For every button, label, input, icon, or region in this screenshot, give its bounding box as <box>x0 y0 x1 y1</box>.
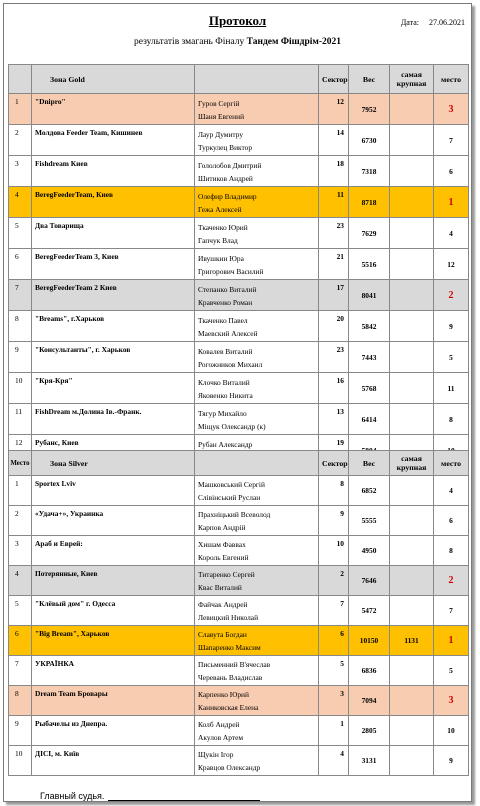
team-name: "Кря-Кря" <box>32 373 195 404</box>
participants <box>195 125 319 156</box>
participants <box>195 506 319 536</box>
participant-2: Квас Виталий <box>198 583 242 592</box>
participants <box>195 404 319 435</box>
final-place: 6 <box>434 506 469 536</box>
team-name: Молдова Feeder Team, Кишинев <box>32 125 195 156</box>
row-number: 6 <box>9 626 32 656</box>
sector-number: 21 <box>319 249 349 280</box>
participant-1: Ивушкин Юра <box>198 253 244 263</box>
participant-2: Маевский Алексей <box>198 328 258 338</box>
sector-number: 23 <box>319 342 349 373</box>
total-weight: 7629 <box>349 218 390 249</box>
row-number: 1 <box>9 476 32 506</box>
final-place: 2 <box>434 280 469 311</box>
biggest-fish <box>390 476 434 506</box>
participants <box>195 716 319 746</box>
row-number: 1 <box>9 94 32 125</box>
participant-2: Туркулец Виктор <box>198 142 253 152</box>
sector-number: 8 <box>319 476 349 506</box>
biggest-fish <box>390 686 434 716</box>
team-name: Рубанс, Киев <box>32 435 195 466</box>
participants <box>195 746 319 776</box>
sector-number: 19 <box>319 435 349 466</box>
participant-2: Черевань Владислав <box>198 673 263 682</box>
total-weight: 6836 <box>349 656 390 686</box>
participant-2: Король Евгений <box>198 553 249 562</box>
sector-number: 1 <box>319 716 349 746</box>
biggest-fish <box>390 311 434 342</box>
final-place: 1 <box>434 626 469 656</box>
participant-1: Файчак Андрей <box>198 600 248 609</box>
table-row <box>9 311 469 342</box>
participant-2: Гежа Алексей <box>198 204 242 214</box>
final-place: 5 <box>434 342 469 373</box>
sector-number: 23 <box>319 218 349 249</box>
biggest-fish <box>390 373 434 404</box>
total-weight: 5472 <box>349 596 390 626</box>
total-weight: 5516 <box>349 249 390 280</box>
participant-2: Каниковская Елена <box>198 703 259 712</box>
participants <box>195 626 319 656</box>
total-weight: 5842 <box>349 311 390 342</box>
date-label <box>391 18 465 27</box>
row-number: 5 <box>9 218 32 249</box>
team-name: УКРАЇНКА <box>32 656 195 686</box>
row-number: 4 <box>9 187 32 218</box>
gold-col-place: место <box>434 65 469 94</box>
team-name: FishDream м.Долина Ів.-Франк. <box>32 404 195 435</box>
biggest-fish <box>390 125 434 156</box>
page-subtitle <box>4 37 471 47</box>
participant-1: Ковалев Виталий <box>198 346 253 356</box>
gold-col-num <box>9 65 32 94</box>
table-row <box>9 187 469 218</box>
total-weight: 4950 <box>349 536 390 566</box>
participant-1: Карпенко Юрий <box>198 690 249 699</box>
chief-judge-line <box>40 791 260 801</box>
total-weight: 7443 <box>349 342 390 373</box>
row-number: 8 <box>9 686 32 716</box>
table-row <box>9 156 469 187</box>
participants <box>195 187 319 218</box>
final-place: 3 <box>434 94 469 125</box>
participant-1: Тягур Михайло <box>198 408 247 418</box>
row-number: 12 <box>9 435 32 466</box>
biggest-fish: 1131 <box>390 626 434 656</box>
participants <box>195 249 319 280</box>
team-name: "Breams", г.Харьков <box>32 311 195 342</box>
table-row <box>9 656 469 686</box>
gold-col-weight: Вес <box>349 65 390 94</box>
biggest-fish <box>390 280 434 311</box>
sector-number: 18 <box>319 156 349 187</box>
team-name: "Dnipro" <box>32 94 195 125</box>
biggest-fish <box>390 716 434 746</box>
sector-number: 14 <box>319 125 349 156</box>
biggest-fish <box>390 218 434 249</box>
final-place: 8 <box>434 536 469 566</box>
row-number: 8 <box>9 311 32 342</box>
total-weight: 7318 <box>349 156 390 187</box>
participant-1: Степанко Виталий <box>198 284 257 294</box>
participants <box>195 686 319 716</box>
final-place: 7 <box>434 125 469 156</box>
total-weight: 10150 <box>349 626 390 656</box>
sector-number: 11 <box>319 187 349 218</box>
participant-1: Прахніцький Всеволод <box>198 510 271 519</box>
row-number: 3 <box>9 536 32 566</box>
sector-number: 13 <box>319 404 349 435</box>
sector-number: 20 <box>319 311 349 342</box>
table-row <box>9 404 469 435</box>
table-row <box>9 342 469 373</box>
participant-2: Шитиков Андрей <box>198 173 253 183</box>
participant-2: Міщук Олександр (к) <box>198 421 266 431</box>
biggest-fish <box>390 656 434 686</box>
participant-2: Шапаренко Максим <box>198 643 261 652</box>
biggest-fish <box>390 94 434 125</box>
team-name: "Big Bream", Харьков <box>32 626 195 656</box>
silver-col-zone: Зона Silver <box>32 451 195 476</box>
row-number: 7 <box>9 656 32 686</box>
final-place: 10 <box>434 716 469 746</box>
participant-2: Акулов Артем <box>198 733 244 742</box>
gold-col-biggest: самая крупная <box>390 65 434 94</box>
biggest-fish <box>390 187 434 218</box>
participants <box>195 373 319 404</box>
participant-2: Рогожников Михаил <box>198 359 263 369</box>
subtitle-event: Тандем Фішдрім-2021 <box>246 37 342 47</box>
participant-1: Титаренко Сергей <box>198 570 255 579</box>
silver-header-row <box>9 451 469 476</box>
sector-number: 9 <box>319 506 349 536</box>
participant-1: Письменний В'ячеслав <box>198 660 271 669</box>
row-number: 9 <box>9 342 32 373</box>
biggest-fish <box>390 342 434 373</box>
team-name: Два Товарища <box>32 218 195 249</box>
team-name: «Удача+», Украинка <box>32 506 195 536</box>
biggest-fish <box>390 746 434 776</box>
participant-1: Гололобов Дмитрий <box>198 160 262 170</box>
silver-col-num: Место <box>9 451 32 476</box>
table-row <box>9 746 469 776</box>
sector-number: 12 <box>319 94 349 125</box>
participant-1: Хишам Фаввах <box>198 540 246 549</box>
row-number: 2 <box>9 125 32 156</box>
total-weight: 3131 <box>349 746 390 776</box>
subtitle-prefix: результатів змагань Фіналу <box>133 37 247 47</box>
participant-1: Машковський Сергій <box>198 480 265 489</box>
final-place: 9 <box>434 746 469 776</box>
participant-1: Щукін Ігор <box>198 750 234 759</box>
biggest-fish <box>390 249 434 280</box>
table-row <box>9 596 469 626</box>
team-name: Рыбачелы из Днепра. <box>32 716 195 746</box>
row-number: 3 <box>9 156 32 187</box>
participant-2: Яковенко Никита <box>198 390 253 400</box>
sector-number: 10 <box>319 536 349 566</box>
participants <box>195 94 319 125</box>
sector-number: 17 <box>319 280 349 311</box>
participant-1: Ткаченко Павел <box>198 315 248 325</box>
gold-col-names <box>195 65 319 94</box>
participants <box>195 280 319 311</box>
final-place: 1 <box>434 187 469 218</box>
total-weight: 2805 <box>349 716 390 746</box>
row-number: 5 <box>9 596 32 626</box>
final-place: 4 <box>434 476 469 506</box>
table-row <box>9 125 469 156</box>
final-place: 6 <box>434 156 469 187</box>
participants <box>195 656 319 686</box>
biggest-fish <box>390 536 434 566</box>
team-name: "Клёвый дом" г. Одесса <box>32 596 195 626</box>
total-weight: 6414 <box>349 404 390 435</box>
silver-col-names <box>195 451 319 476</box>
total-weight: 7646 <box>349 566 390 596</box>
participant-2: Гапчук Влад <box>198 235 238 245</box>
participants <box>195 311 319 342</box>
date-caption: Дата: <box>400 18 419 27</box>
protocol-sheet <box>3 3 472 802</box>
final-place: 8 <box>434 404 469 435</box>
participant-1: Клочко Виталий <box>198 377 250 387</box>
table-row <box>9 218 469 249</box>
biggest-fish <box>390 156 434 187</box>
table-row <box>9 536 469 566</box>
total-weight: 5768 <box>349 373 390 404</box>
silver-zone-table <box>8 450 469 776</box>
participant-1: Рубан Александр <box>198 439 253 449</box>
participant-1: Олефир Владимир <box>198 191 257 201</box>
participant-1: Славута Богдан <box>198 630 247 639</box>
table-row <box>9 249 469 280</box>
silver-col-weight: Вес <box>349 451 390 476</box>
final-place: 5 <box>434 656 469 686</box>
final-place: 2 <box>434 566 469 596</box>
team-name: BeregFeederTeam 2 Киев <box>32 280 195 311</box>
table-row <box>9 373 469 404</box>
participants <box>195 342 319 373</box>
final-place: 11 <box>434 373 469 404</box>
silver-col-sector: Сектор <box>319 451 349 476</box>
team-name: BeregFeederTeam 3, Киев <box>32 249 195 280</box>
participant-1: Колб Андрей <box>198 720 240 729</box>
sector-number: 6 <box>319 626 349 656</box>
row-number: 2 <box>9 506 32 536</box>
team-name: "Консультанты", г. Харьков <box>32 342 195 373</box>
row-number: 4 <box>9 566 32 596</box>
table-row <box>9 686 469 716</box>
final-place: 3 <box>434 686 469 716</box>
table-row <box>9 716 469 746</box>
sector-number: 5 <box>319 656 349 686</box>
total-weight: 5555 <box>349 506 390 536</box>
final-place: 9 <box>434 311 469 342</box>
team-name: Dream Team Бровары <box>32 686 195 716</box>
signature-line <box>108 792 260 801</box>
gold-col-zone: Зона Gold <box>32 65 195 94</box>
date-value: 27.06.2021 <box>429 18 465 27</box>
team-name: Араб и Еврей: <box>32 536 195 566</box>
participant-2: Слівінський Руслан <box>198 493 261 502</box>
sector-number: 4 <box>319 746 349 776</box>
biggest-fish <box>390 506 434 536</box>
final-place: 7 <box>434 596 469 626</box>
total-weight: 8041 <box>349 280 390 311</box>
total-weight: 6730 <box>349 125 390 156</box>
biggest-fish <box>390 566 434 596</box>
participant-1: Гуров Сергій <box>198 98 240 108</box>
participant-1: Лаур Думитру <box>198 129 244 139</box>
total-weight: 6852 <box>349 476 390 506</box>
team-name: ДІСІ, м. Київ <box>32 746 195 776</box>
gold-header-row <box>9 65 469 94</box>
gold-col-sector: Сектор <box>319 65 349 94</box>
participants <box>195 218 319 249</box>
biggest-fish <box>390 596 434 626</box>
participants <box>195 566 319 596</box>
participant-2: Кравцов Олександр <box>198 763 261 772</box>
sector-number: 2 <box>319 566 349 596</box>
table-row <box>9 476 469 506</box>
gold-zone-table <box>8 64 469 466</box>
sector-number: 7 <box>319 596 349 626</box>
team-name: BeregFeederTeam, Киев <box>32 187 195 218</box>
participants <box>195 476 319 506</box>
sector-number: 16 <box>319 373 349 404</box>
team-name: Sportex Lviv <box>32 476 195 506</box>
team-name: Потерянные, Киев <box>32 566 195 596</box>
table-row <box>9 626 469 656</box>
participants <box>195 596 319 626</box>
final-place: 4 <box>434 218 469 249</box>
total-weight: 8718 <box>349 187 390 218</box>
row-number: 10 <box>9 373 32 404</box>
participant-1: Ткаченко Юрий <box>198 222 248 232</box>
table-row <box>9 280 469 311</box>
participants <box>195 536 319 566</box>
participant-2: Кравченко Роман <box>198 297 253 307</box>
page-title: Протокол <box>208 13 267 28</box>
silver-col-place: место <box>434 451 469 476</box>
row-number: 11 <box>9 404 32 435</box>
judge-label: Главный судья. <box>40 791 105 801</box>
row-number: 6 <box>9 249 32 280</box>
total-weight: 7094 <box>349 686 390 716</box>
sector-number: 3 <box>319 686 349 716</box>
biggest-fish <box>390 404 434 435</box>
participant-2: Левицкий Николай <box>198 613 259 622</box>
team-name: Fishdream Киев <box>32 156 195 187</box>
final-place: 12 <box>434 249 469 280</box>
participant-2: Карпов Андрій <box>198 523 246 532</box>
row-number: 7 <box>9 280 32 311</box>
table-row <box>9 566 469 596</box>
total-weight: 7952 <box>349 94 390 125</box>
participant-2: Григорович Василий <box>198 266 264 276</box>
row-number: 10 <box>9 746 32 776</box>
table-row <box>9 94 469 125</box>
participants <box>195 156 319 187</box>
row-number: 9 <box>9 716 32 746</box>
table-row <box>9 506 469 536</box>
participant-2: Шаня Евгений <box>198 111 245 121</box>
silver-col-biggest: самая крупная <box>390 451 434 476</box>
